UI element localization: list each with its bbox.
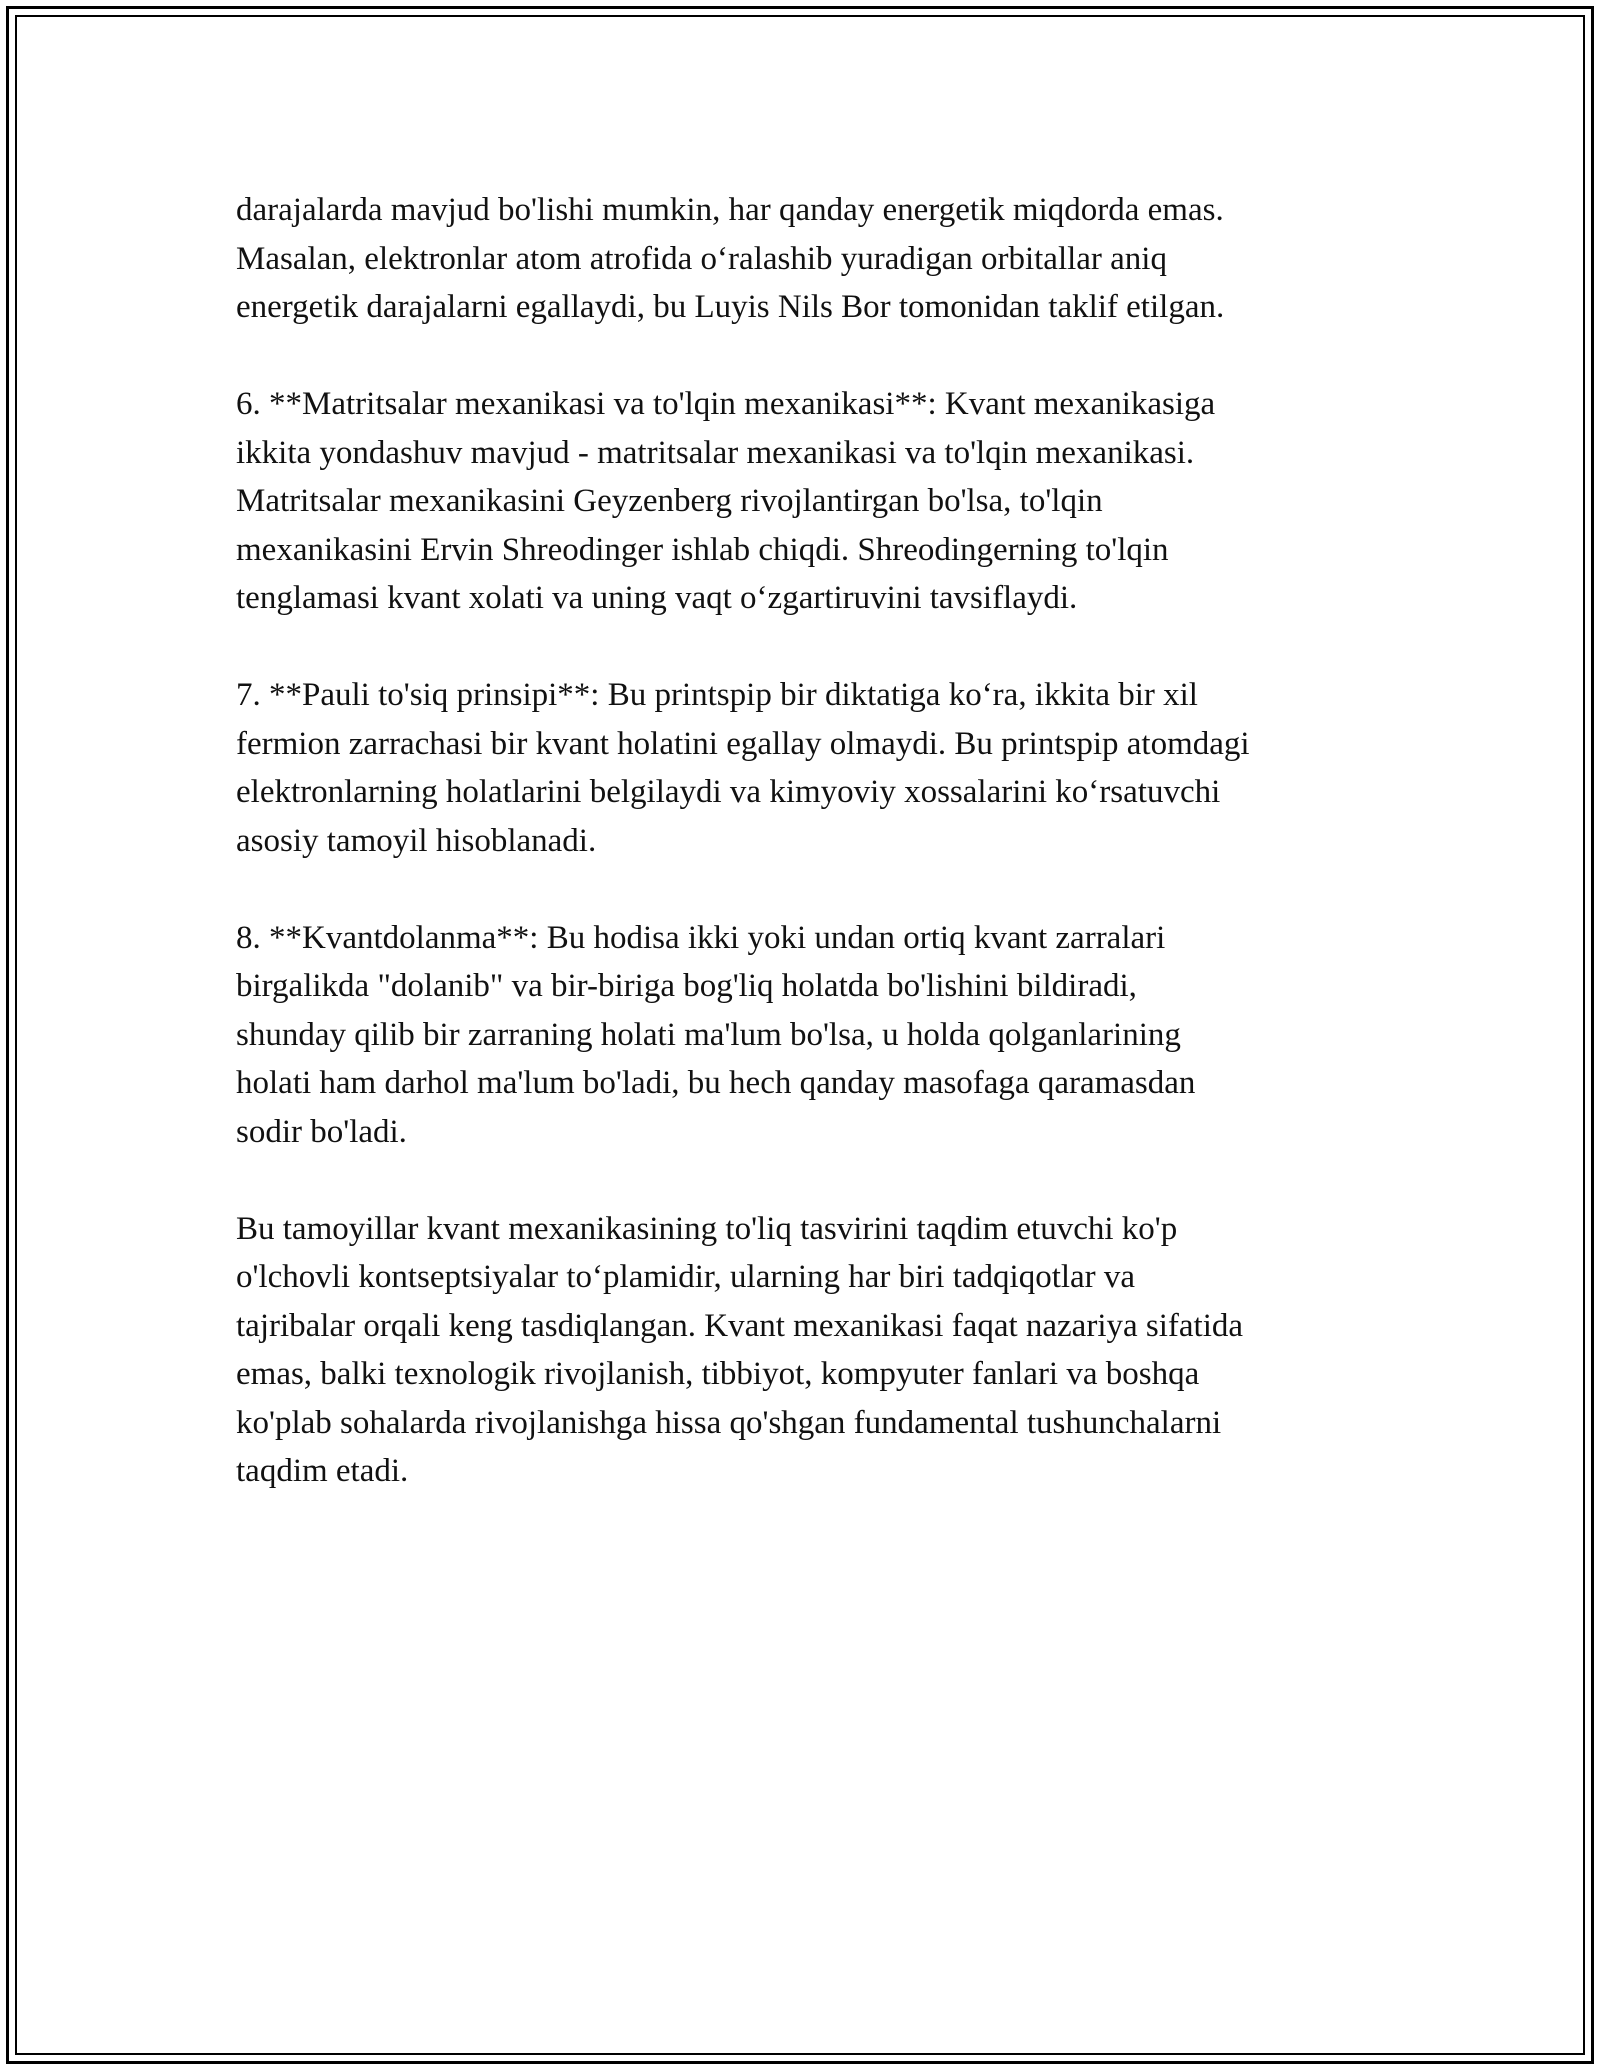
paragraph-matrix-wave-mechanics: 6. **Matritsalar mexanikasi va to'lqin mexanikasi**: Kvant mexanikasiga ikkita yondashuv mavjud - matritsalar mexanikasi va to'lqin mexanikasi. Matritsalar mexanikasini Geyzenberg rivojlantirgan bo'lsa, to'lqin mexanikasini Ervin Shreodinger ishlab chiqdi. Shreodingerning to'lqin tenglamasi kvant xolati va uning vaqt o‘zgartiruvini tavsiflaydi. [236,386,1216,616]
paragraph-pauli-exclusion: 7. **Pauli to'siq prinsipi**: Bu printspip bir diktatiga ko‘ra, ikkita bir xil fermion zarrachasi bir kvant holatini egallay olmaydi. Bu printspip atomdagi elektronlarning holatlarini belgilaydi va kimyoviy xossalarini ko‘rsatuvchi asosiy tamoyil hisoblanadi. [236,677,1250,859]
paragraph-entanglement: 8. **Kvantdolanma**: Bu hodisa ikki yoki undan ortiq kvant zarralari birgalikda "dolanib" va bir-biriga bog'liq holatda bo'lishini bildiradi, shunday qilib bir zarraning holati ma'lum bo'lsa, u holda qolganlarining holati ham darhol ma'lum bo'ladi, bu hech qanday masofaga qaramasdan sodir bo'ladi. [236,919,1196,1150]
paragraph-energy-levels: darajalarda mavjud bo'lishi mumkin, har qanday energetik miqdorda emas. Masalan, elektronlar atom atrofida o‘ralashib yuradigan orbitallar aniq energetik darajalarni egallaydi, bu Luyis Nils Bor tomonidan taklif etilgan. [236,192,1225,325]
paragraph-conclusion: Bu tamoyillar kvant mexanikasining to'liq tasvirini taqdim etuvchi ko'p o'lchovli kontseptsiyalar to‘plamidir, ularning har biri tadqiqotlar va tajribalar orqali keng tasdiqlangan. Kvant mexanikasi faqat nazariya sifatida emas, balki texnologik rivojlanish, tibbiyot, kompyuter fanlari va boshqa ko'plab sohalarda rivojlanishga hissa qo'shgan fundamental tushunchalarni taqdim etadi. [236,1210,1244,1489]
document-body [236,186,1376,1544]
